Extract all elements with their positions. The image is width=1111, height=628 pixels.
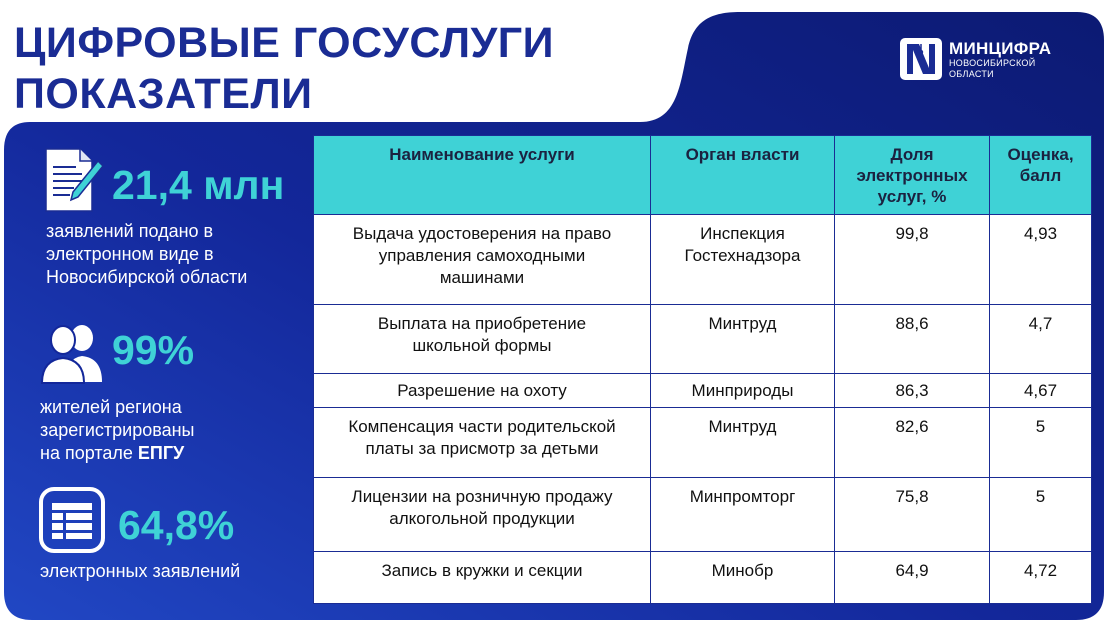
header-rating: Оценка, балл <box>990 136 1092 215</box>
header-service: Наименование услуги <box>314 136 651 215</box>
cell-share: 75,8 <box>835 478 990 552</box>
title-line-2: ПОКАЗАТЕЛИ <box>14 70 313 118</box>
logo-mark-icon <box>900 38 942 80</box>
cell-service: Разрешение на охоту <box>314 374 651 408</box>
stat-electronic-description <box>40 560 240 583</box>
stat-applications-value: 21,4 млн <box>112 162 285 208</box>
stat-desc-line: заявлений подано в <box>46 221 214 241</box>
services-table <box>313 135 1092 604</box>
cell-service: Лицензии на розничную продажу алкогольной продукции <box>314 478 651 552</box>
cell-share: 88,6 <box>835 305 990 374</box>
cell-authority: Минобр <box>651 552 835 604</box>
cell-rating: 4,93 <box>990 215 1092 305</box>
cell-rating: 4,67 <box>990 374 1092 408</box>
table-row <box>314 408 1092 478</box>
logo-subtitle-line-2: ОБЛАСТИ <box>949 68 994 79</box>
document-pen-icon <box>44 147 104 213</box>
cell-authority: Инспекция Гостехнадзора <box>651 215 835 305</box>
stat-desc-line: электронных заявлений <box>40 561 241 581</box>
stat-registered-description <box>40 396 195 465</box>
cell-rating: 5 <box>990 478 1092 552</box>
cell-share: 64,9 <box>835 552 990 604</box>
ministry-logo <box>900 38 1051 80</box>
stat-applications-description <box>46 220 247 289</box>
cell-share: 99,8 <box>835 215 990 305</box>
services-table-container <box>313 135 1091 603</box>
stat-registered-value: 99% <box>112 327 195 373</box>
stat-desc-line: жителей региона <box>40 397 182 417</box>
cell-service: Запись в кружки и секции <box>314 552 651 604</box>
logo-subtitle-line-1: НОВОСИБИРСКОЙ <box>949 57 1036 68</box>
stat-desc-line: зарегистрированы <box>40 420 195 440</box>
header-share: Доля электронных услуг, % <box>835 136 990 215</box>
people-icon <box>38 320 104 384</box>
header-authority: Орган власти <box>651 136 835 215</box>
epgu-label: ЕПГУ <box>137 443 185 463</box>
stat-desc-prefix: на портале <box>40 443 138 463</box>
cell-share: 86,3 <box>835 374 990 408</box>
logo-name: МИНЦИФРА <box>949 38 1052 58</box>
cell-authority: Минприроды <box>651 374 835 408</box>
table-row <box>314 305 1092 374</box>
stat-electronic-value: 64,8% <box>118 502 235 548</box>
cell-authority: Минтруд <box>651 305 835 374</box>
cell-share: 82,6 <box>835 408 990 478</box>
stat-desc-line <box>40 442 195 465</box>
cell-rating: 4,7 <box>990 305 1092 374</box>
page-title <box>14 18 554 120</box>
stat-desc-line: электронном виде в <box>46 244 214 264</box>
table-row <box>314 215 1092 305</box>
table-row <box>314 552 1092 604</box>
cell-service: Выдача удостоверения на право управления самоходными машинами <box>314 215 651 305</box>
form-icon <box>38 486 106 554</box>
cell-service: Компенсация части родительской платы за присмотр за детьми <box>314 408 651 478</box>
table-row <box>314 478 1092 552</box>
cell-rating: 4,72 <box>990 552 1092 604</box>
stat-desc-line: Новосибирской области <box>46 267 248 287</box>
table-header-row <box>314 136 1092 215</box>
title-line-1: ЦИФРОВЫЕ ГОСУСЛУГИ <box>14 19 555 67</box>
cell-authority: Минпромторг <box>651 478 835 552</box>
cell-service: Выплата на приобретение школьной формы <box>314 305 651 374</box>
cell-authority: Минтруд <box>651 408 835 478</box>
cell-rating: 5 <box>990 408 1092 478</box>
table-row <box>314 374 1092 408</box>
